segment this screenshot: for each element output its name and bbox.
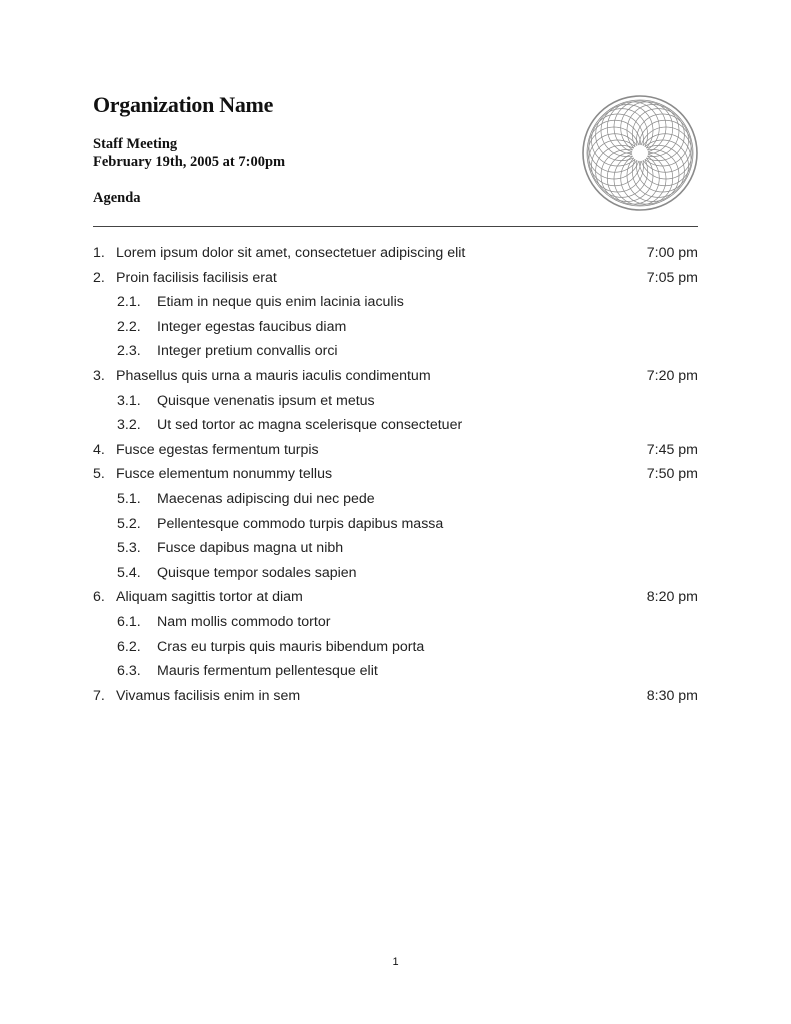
- item-number: 3.2.: [117, 417, 141, 434]
- agenda-subitem: [93, 612, 698, 637]
- item-number: 2.1.: [117, 294, 141, 311]
- agenda-item: [93, 464, 698, 489]
- item-number: 3.: [93, 367, 105, 384]
- item-text: Cras eu turpis quis mauris bibendum porta: [157, 638, 425, 655]
- item-number: 6.3.: [117, 663, 141, 680]
- item-number: 5.3.: [117, 540, 141, 557]
- agenda-subitem: [93, 489, 698, 514]
- item-text: Phasellus quis urna a mauris iaculis condimentum: [116, 367, 431, 384]
- item-time: 8:30 pm: [646, 687, 698, 704]
- item-text: Proin facilisis facilisis erat: [116, 269, 277, 286]
- item-time: 7:00 pm: [646, 245, 698, 261]
- agenda-list: [93, 243, 698, 710]
- item-time: 7:20 pm: [646, 367, 698, 384]
- item-number: 2.: [93, 269, 105, 286]
- item-number: 6.1.: [117, 613, 141, 630]
- agenda-subitem: [93, 292, 698, 317]
- item-number: 3.1.: [117, 392, 141, 409]
- agenda-subitem: [93, 317, 698, 342]
- item-time: 8:20 pm: [646, 589, 698, 606]
- item-number: 2.3.: [117, 343, 141, 360]
- item-time: 7:05 pm: [646, 269, 698, 286]
- item-text: Fusce elementum nonummy tellus: [116, 466, 333, 483]
- item-text: Maecenas adipiscing dui nec pede: [157, 490, 375, 507]
- agenda-item: [93, 366, 698, 391]
- agenda-item: [93, 440, 698, 465]
- item-text: Aliquam sagittis tortor at diam: [116, 589, 303, 606]
- item-text: Pellentesque commodo turpis dapibus massa: [157, 515, 444, 532]
- agenda-subitem: [93, 514, 698, 539]
- item-text: Ut sed tortor ac magna scelerisque consectetuer: [157, 417, 463, 434]
- item-text: Vivamus facilisis enim in sem: [116, 687, 301, 704]
- item-number: 2.2.: [117, 318, 141, 335]
- item-number: 5.4.: [117, 564, 141, 581]
- agenda-heading: Agenda: [93, 190, 141, 206]
- agenda-subitem: [93, 563, 698, 588]
- item-text: Integer pretium convallis orci: [157, 343, 338, 360]
- meeting-date: February 19th, 2005 at 7:00pm: [93, 154, 286, 170]
- meeting-title: Staff Meeting: [93, 136, 178, 152]
- item-text: Lorem ipsum dolor sit amet, consectetuer adipiscing elit: [116, 245, 466, 261]
- item-number: 1.: [93, 245, 105, 261]
- divider: [93, 226, 698, 227]
- item-text: Fusce egestas fermentum turpis: [116, 441, 319, 458]
- item-number: 6.2.: [117, 638, 141, 655]
- page-number: 1: [392, 956, 399, 968]
- item-number: 5.: [93, 466, 105, 483]
- item-text: Quisque tempor sodales sapien: [157, 564, 357, 581]
- agenda-subitem: [93, 661, 698, 686]
- agenda-subitem: [93, 391, 698, 416]
- item-text: Quisque venenatis ipsum et metus: [157, 392, 375, 409]
- agenda-item: [93, 243, 698, 268]
- item-text: Etiam in neque quis enim lacinia iaculis: [157, 294, 404, 311]
- item-time: 7:45 pm: [646, 441, 698, 458]
- organization-name: Organization Name: [93, 92, 274, 117]
- item-time: 7:50 pm: [646, 466, 698, 483]
- item-number: 6.: [93, 589, 105, 606]
- agenda-item: [93, 587, 698, 612]
- item-text: Integer egestas faucibus diam: [157, 318, 347, 335]
- item-text: Fusce dapibus magna ut nibh: [157, 540, 344, 557]
- agenda-item: [93, 268, 698, 293]
- item-number: 7.: [93, 687, 105, 704]
- item-number: 4.: [93, 441, 105, 458]
- item-text: Mauris fermentum pellentesque elit: [157, 663, 378, 680]
- agenda-item: [93, 686, 698, 711]
- item-number: 5.1.: [117, 490, 141, 507]
- item-text: Nam mollis commodo tortor: [157, 613, 331, 630]
- agenda-subitem: [93, 415, 698, 440]
- organization-logo: [580, 93, 700, 213]
- agenda-subitem: [93, 538, 698, 563]
- agenda-subitem: [93, 637, 698, 662]
- item-number: 5.2.: [117, 515, 141, 532]
- agenda-subitem: [93, 341, 698, 366]
